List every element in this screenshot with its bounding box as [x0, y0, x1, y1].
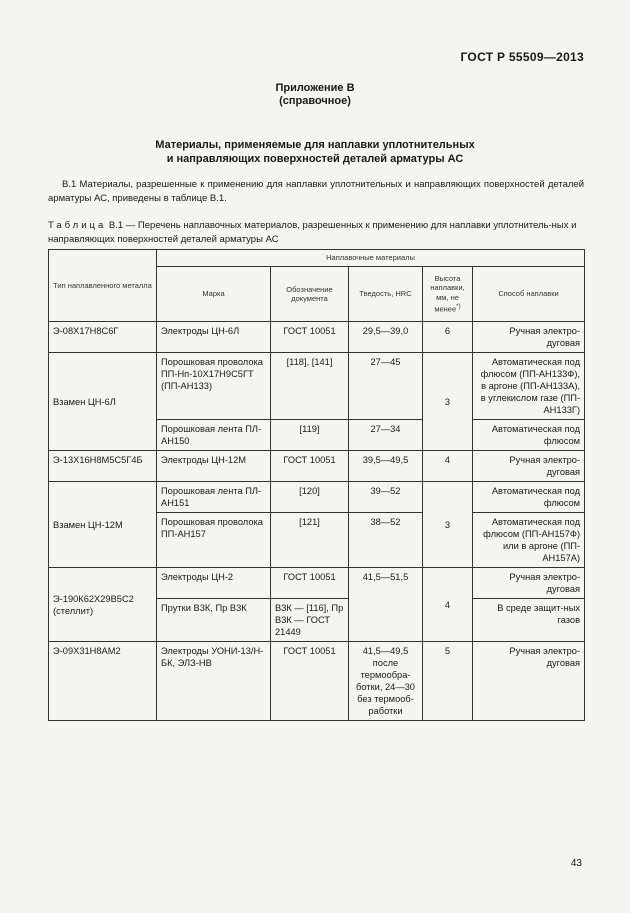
cell-height: 3: [423, 482, 473, 568]
cell-brand: Порошковая лента ПЛ-АН150: [157, 420, 271, 451]
header-materials-group: Наплавочные материалы: [157, 250, 585, 267]
cell-brand: Порошковая проволока ПП-Нп-10Х17Н9С5ГТ (ПП-АН133): [157, 353, 271, 420]
table-row: [49, 568, 585, 599]
cell-method: Ручная электро-дуговая: [473, 322, 585, 353]
cell-metal: Э-13Х16Н8М5С5Г4Б: [49, 451, 157, 482]
cell-doc: В3К — [116], Пр В3К — ГОСТ 21449: [271, 599, 349, 642]
cell-doc: ГОСТ 10051: [271, 322, 349, 353]
cell-doc: ГОСТ 10051: [271, 568, 349, 599]
cell-metal: Э-190К62Х29В5С2 (стеллит): [49, 568, 157, 642]
cell-method: Автоматическая под флюсом: [473, 420, 585, 451]
standard-number: ГОСТ Р 55509—2013: [460, 50, 584, 64]
table-row: [49, 451, 585, 482]
section-title: [0, 139, 630, 166]
cell-doc: [121]: [271, 513, 349, 568]
cell-doc: [120]: [271, 482, 349, 513]
cell-method: В среде защит-ных газов: [473, 599, 585, 642]
cell-hardness: 27—45: [349, 353, 423, 420]
cell-hardness: 41,5—51,5: [349, 568, 423, 642]
intro-paragraph: В.1 Материалы, разрешенные к применению для наплавки уплотнительных и направляющих поверхностей деталей арматуры АС, приведены в таблице В.1.: [48, 179, 584, 204]
materials-table: [48, 249, 585, 721]
cell-brand: Порошковая лента ПЛ-АН151: [157, 482, 271, 513]
page-number: 43: [570, 858, 582, 869]
header-height-text: Высота наплавки, мм, не менее: [430, 273, 465, 314]
cell-metal: Взамен ЦН-12М: [49, 482, 157, 568]
cell-brand: Электроды ЦН-12М: [157, 451, 271, 482]
cell-height: 5: [423, 642, 473, 721]
cell-height: 4: [423, 451, 473, 482]
table-row: [49, 322, 585, 353]
cell-hardness: 39—52: [349, 482, 423, 513]
cell-method: Ручная электро-дуговая: [473, 568, 585, 599]
table-row: [49, 482, 585, 513]
cell-brand: Прутки В3К, Пр В3К: [157, 599, 271, 642]
table-row: [49, 642, 585, 721]
header-document: Обозначение документа: [271, 267, 349, 322]
header-method: Способ наплавки: [473, 267, 585, 322]
header-metal-type: Тип наплавленного металла: [49, 250, 157, 322]
table-caption: [48, 219, 584, 246]
cell-doc: [118], [141]: [271, 353, 349, 420]
cell-doc: ГОСТ 10051: [271, 451, 349, 482]
cell-method: Ручная электро-дуговая: [473, 642, 585, 721]
cell-hardness: 41,5—49,5 после термообра-ботки, 24—30 без термооб-работки: [349, 642, 423, 721]
section-title-line1: Материалы, применяемые для наплавки уплотнительных: [155, 139, 475, 151]
appendix-heading: [0, 82, 630, 108]
table-caption-label: Таблица: [48, 220, 107, 231]
cell-hardness: 29,5—39,0: [349, 322, 423, 353]
cell-height: 6: [423, 322, 473, 353]
cell-method: Ручная электро-дуговая: [473, 451, 585, 482]
section-title-line2: и направляющих поверхностей деталей арматуры АС: [166, 152, 464, 165]
cell-metal: Э-08Х17Н8С6Г: [49, 322, 157, 353]
cell-metal: Взамен ЦН-6Л: [49, 353, 157, 451]
table-caption-text: В.1 — Перечень наплавочных материалов, разрешенных к применению для наплавки уплотнитель-ных и направляющих поверхностей деталей арматуры АС: [48, 220, 577, 245]
cell-method: Автоматическая под флюсом: [473, 482, 585, 513]
header-height: [423, 267, 473, 322]
cell-hardness: 39,5—49,5: [349, 451, 423, 482]
appendix-subtitle: (справочное): [279, 95, 351, 107]
cell-hardness: 38—52: [349, 513, 423, 568]
appendix-title: Приложение В: [275, 82, 355, 94]
header-height-note: *): [456, 303, 461, 311]
cell-doc: ГОСТ 10051: [271, 642, 349, 721]
header-hardness: Тведость, HRC: [349, 267, 423, 322]
cell-brand: Электроды ЦН-6Л: [157, 322, 271, 353]
table-row: [49, 353, 585, 420]
cell-metal: Э-09Х31Н8АМ2: [49, 642, 157, 721]
cell-height: 3: [423, 353, 473, 451]
cell-doc: [119]: [271, 420, 349, 451]
cell-hardness: 27—34: [349, 420, 423, 451]
cell-method: Автоматическая под флюсом (ПП-АН157Ф) или в аргоне (ПП-АН157А): [473, 513, 585, 568]
cell-height: 4: [423, 568, 473, 642]
cell-brand: Электроды ЦН-2: [157, 568, 271, 599]
cell-brand: Электроды УОНИ-13/Н-БК, ЭЛЗ-НВ: [157, 642, 271, 721]
header-brand: Марка: [157, 267, 271, 322]
cell-brand: Порошковая проволока ПП-АН157: [157, 513, 271, 568]
cell-method: Автоматическая под флюсом (ПП-АН133Ф), в аргоне (ПП-АН133А), в углекислом газе (ПП-АН133Г): [473, 353, 585, 420]
